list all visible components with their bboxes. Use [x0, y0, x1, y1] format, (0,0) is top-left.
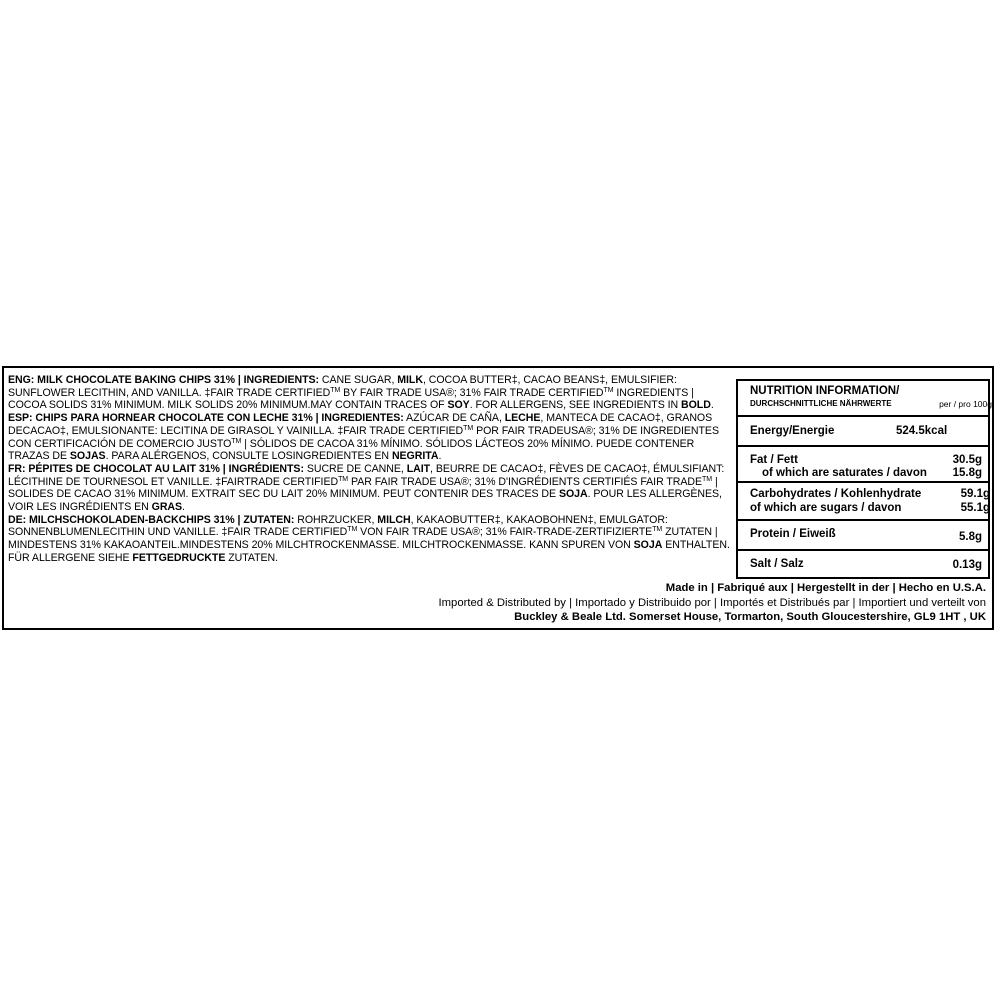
- nutrition-row-salt: [738, 551, 988, 577]
- ingredients-eng: ENG: MILK CHOCOLATE BAKING CHIPS 31% | INGREDIENTS: CANE SUGAR, MILK, COCOA BUTTER‡, CACAO BEANS‡, EMULSIFIER: SUNFLOWER LECITHIN, AND VANILLA. ‡FAIR TRADE CERTIFIED™ BY FAIR TRADE USA®; 31% FAIR TRADE CERTIFIED™ INGREDIENTS | COCOA SOLIDS 31% MINIMUM. MILK SOLIDS 20% MINIMUM.MAY CONTAIN TRACES OF SOY. FOR ALLERGENS, SEE INGREDIENTS IN BOLD.: [8, 374, 714, 412]
- nutrition-per: per / pro 100g: [939, 399, 992, 409]
- nutrition-row-carbohydrates: [738, 483, 988, 521]
- nutrition-subtitle: DURCHSCHNITTLICHE NÄHRWERTE: [750, 399, 892, 408]
- ingredients-fr: FR: PÉPITES DE CHOCOLAT AU LAIT 31% | INGRÉDIENTS: SUCRE DE CANNE, LAIT, BEURRE DE CACAO‡, FÈVES DE CACAO‡, ÉMULSIFIANT: LÉCITHINE DE TOURNESOL ET VANILLE. ‡FAIRTRADE CERTIFIED™ PAR FAIR TRADE USA®; 31% D'INGRÉDIENTS CERTIFIÉS FAIR TRADE™ | SOLIDES DE CACAO 31% MINIMUM. EXTRAIT SEC DU LAIT 20% MINIMUM. PEUT CONTENIR DES TRACES DE SOJA. POUR LES ALLERGÈNES, VOIR LES INGRÉDIENTS EN GRAS.: [8, 462, 725, 514]
- imported-text: Imported & Distributed by | Importado y Distribuido por | Importés et Distribués par | Importiert und verteilt von: [438, 597, 986, 609]
- carbohydrates-label: Carbohydrates / Kohlenhydrate: [750, 488, 922, 500]
- carbohydrates-value: 59.1g: [960, 488, 990, 500]
- product-label: [2, 366, 994, 630]
- nutrition-title: NUTRITION INFORMATION/: [750, 385, 900, 397]
- energy-value: 524.5kcal: [896, 425, 948, 437]
- salt-label: Salt / Salz: [750, 558, 804, 570]
- ingredients-panel: [8, 374, 730, 565]
- nutrition-row-fat: [738, 447, 988, 483]
- nutrition-table: [736, 379, 990, 579]
- energy-label: Energy/Energie: [750, 425, 835, 437]
- nutrition-row-energy: [738, 417, 988, 447]
- protein-value: 5.8g: [958, 531, 982, 543]
- saturates-value: 15.8g: [952, 467, 982, 479]
- fat-label: Fat / Fett: [750, 454, 798, 466]
- made-in-text: Made in | Fabriqué aux | Hergestellt in der | Hecho en U.S.A.: [665, 582, 986, 594]
- sugars-label: of which are sugars / davon: [750, 502, 902, 514]
- sugars-value: 55.1g: [960, 502, 990, 514]
- fat-value: 30.5g: [952, 454, 982, 466]
- nutrition-header: [738, 381, 992, 417]
- nutrition-row-protein: [738, 521, 988, 551]
- ingredients-esp: ESP: CHIPS PARA HORNEAR CHOCOLATE CON LECHE 31% | INGREDIENTES: AZÚCAR DE CAÑA, LECHE, MANTECA DE CACAO‡, GRANOS DECACAO‡, EMULSIONANTE: LECITINA DE GIRASOL Y VAINILLA. ‡FAIR TRADE CERTIFIED™ POR FAIR TRADEUSA®; 31% DE INGREDIENTES CON CERTIFICACIÓN DE COMERCIO JUSTO™ | SÓLIDOS DE CACOA 31% MÍNIMO. SÓLIDOS LÁCTEOS 20% MÍNIMO. PUEDE CONTENER TRAZAS DE SOJAS. PARA ALÉRGENOS, CONSULTE LOSINGREDIENTES EN NEGRITA.: [8, 412, 719, 463]
- protein-label: Protein / Eiweiß: [750, 528, 836, 540]
- ingredients-de: DE: MILCHSCHOKOLADEN-BACKCHIPS 31% | ZUTATEN: ROHRZUCKER, MILCH, KAKAOBUTTER‡, KAKAOBOHNEN‡, EMULGATOR: SONNENBLUMENLECITHIN UND VANILLE. ‡FAIR TRADE CERTIFIED™ VON FAIR TRADE USA®; 31% FAIR-TRADE-ZERTIFIZIERTE™ ZUTATEN | MINDESTENS 31% KAKAOANTEIL.MINDESTENS 20% MILCHTROCKENMASSE. MILCHTROCKENMASSE. KANN SPUREN VON SOJA ENTHALTEN. FÜR ALLERGENE SIEHE FETTGEDRUCKTE ZUTATEN.: [8, 513, 730, 564]
- saturates-label: of which are saturates / davon: [762, 467, 927, 479]
- salt-value: 0.13g: [952, 559, 982, 571]
- address-text: Buckley & Beale Ltd. Somerset House, Tormarton, South Gloucestershire, GL9 1HT , UK: [514, 611, 986, 623]
